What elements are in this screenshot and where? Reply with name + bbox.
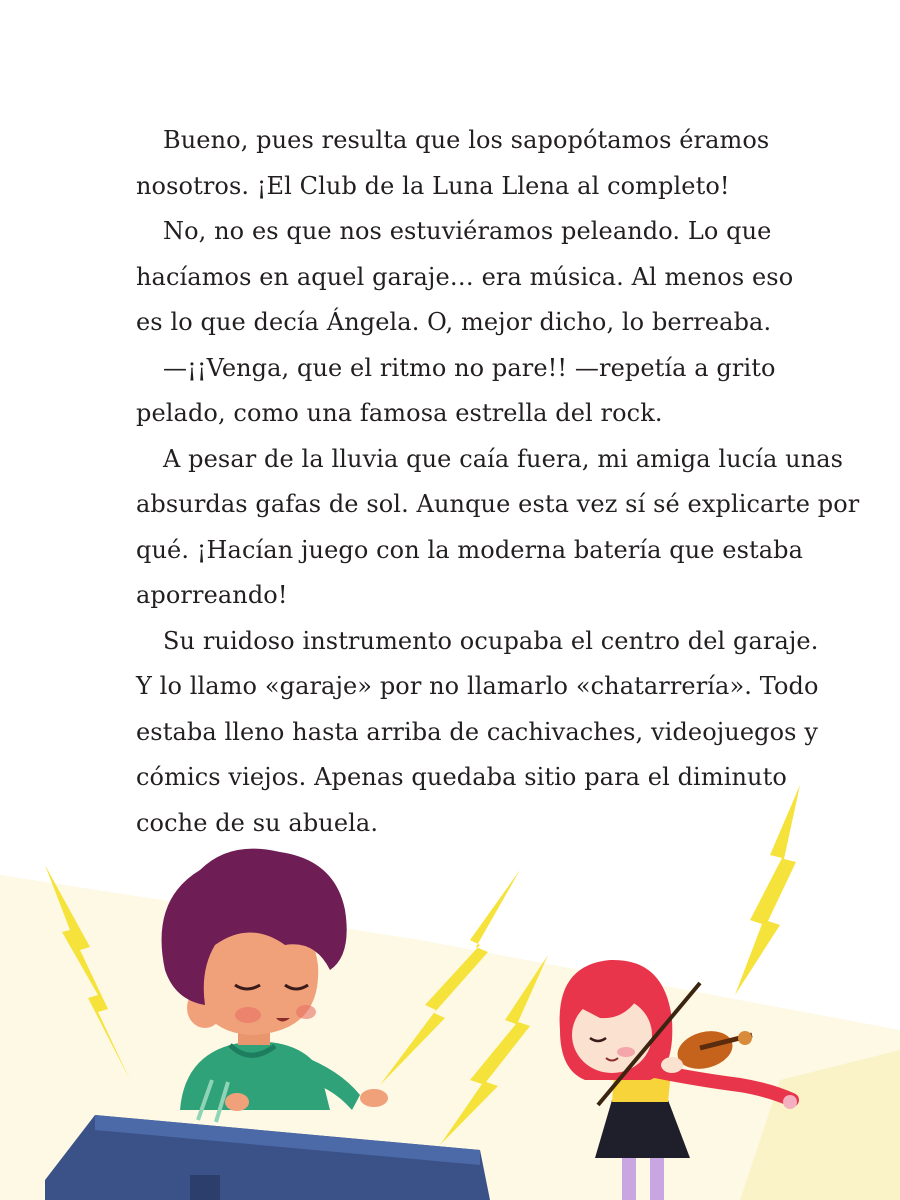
boy-hand — [225, 1093, 249, 1111]
text-line: A pesar de la lluvia que caía fuera, mi amiga lucía unas — [163, 444, 844, 473]
text-line: hacíamos en aquel garaje… era música. Al menos eso — [136, 262, 794, 291]
text-line: aporreando! — [136, 581, 288, 609]
text-line: nosotros. ¡El Club de la Luna Llena al completo! — [136, 171, 730, 200]
boy-hand — [360, 1089, 388, 1107]
text-line: cómics viejos. Apenas quedaba sitio para el diminuto — [136, 763, 787, 791]
text-line: Bueno, pues resulta que los sapopótamos éramos — [163, 126, 770, 154]
text-line: estaba lleno hasta arriba de cachivaches, videojuegos y — [136, 717, 818, 746]
book-text — [136, 118, 860, 846]
lightning-bolt-icon — [735, 785, 800, 995]
text-line: es lo que decía Ángela. O, mejor dicho, lo berreaba. — [136, 308, 772, 336]
text-line: pelado, como una famosa estrella del rock. — [136, 399, 663, 427]
text-line: Y lo llamo «garaje» por no llamarlo «chatarrería». Todo — [136, 672, 819, 700]
music-illustration — [0, 780, 900, 1200]
text-line: absurdas gafas de sol. Aunque esta vez sí sé explicarte por — [136, 490, 860, 518]
text-line: coche de su abuela. — [136, 808, 379, 837]
text-line: Su ruidoso instrumento ocupaba el centro del garaje. — [163, 626, 819, 655]
text-line: —¡¡Venga, que el ritmo no pare!! —repetía a grito — [163, 353, 776, 382]
text-line: qué. ¡Hacían juego con la moderna batería que estaba — [136, 535, 804, 564]
text-line: No, no es que nos estuviéramos peleando. Lo que — [163, 217, 772, 245]
